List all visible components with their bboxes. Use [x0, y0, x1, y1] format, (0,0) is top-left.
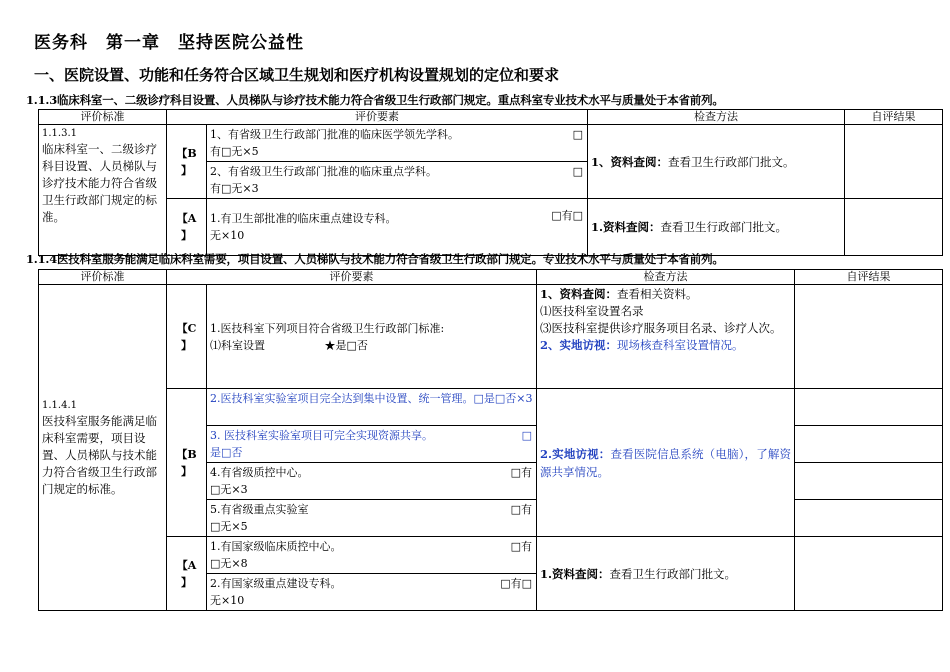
page-title: 医务科 第一章 坚持医院公益性 [34, 33, 304, 53]
method-cell [537, 285, 795, 389]
section-subtitle: 一、医院设置、功能和任务符合区域卫生规划和医疗机构设置规划的定位和要求 [34, 66, 560, 84]
element-item-options: 无×10 [210, 594, 245, 607]
criteria-code: 1.1.4.1 [42, 399, 77, 411]
method-label: 2、实地访视： [540, 338, 618, 352]
element-item [207, 285, 537, 389]
element-item-options: 是□否 [210, 446, 243, 459]
level-a-cell [167, 537, 207, 611]
level-c-end: 】 [181, 338, 192, 352]
checkbox[interactable]: □ [521, 429, 532, 442]
level-a: 【A [176, 212, 197, 225]
level-a: 【A [176, 558, 197, 572]
criteria-cell [39, 285, 167, 611]
method-text: 查看卫生行政部门批文。 [660, 220, 788, 234]
element-item-text: 3. 医技科室实验室项目可完全实现资源共享。 [210, 429, 433, 442]
method-cell [537, 537, 795, 611]
method-label: 1、资料查阅： [591, 154, 669, 169]
header-method: 检查方法 [588, 110, 845, 125]
level-a-end: 】 [181, 575, 192, 589]
checkbox[interactable]: □有□ [500, 577, 532, 590]
method-text: 查看医院信息系统（电脑），了解资源共享情况。 [540, 446, 791, 479]
method-text: ⑶医技科室提供诊疗服务项目名录、诊疗人次。 [540, 321, 782, 335]
element-item-text: 1.有卫生部批准的临床重点建设专科。 [210, 212, 397, 225]
element-item [207, 199, 588, 256]
result-cell[interactable] [845, 199, 943, 256]
checkbox[interactable]: □有 [510, 503, 532, 516]
header-criteria: 评价标准 [39, 110, 167, 125]
element-item-options: 无×10 [210, 229, 245, 242]
element-item-options: □无×8 [210, 557, 248, 570]
element-item-text: 2、有省级卫生行政部门批准的临床重点学科。 [210, 165, 437, 178]
element-item-text: 2.医技科室实验室项目完全达到集中设置、统一管理。□是□否×3 [210, 392, 533, 405]
header-result: 自评结果 [795, 270, 943, 285]
checkbox[interactable]: □ [572, 128, 583, 141]
checkbox[interactable]: □有□ [551, 209, 583, 222]
criteria-text: 医技科室服务能满足临床科室需要，项目设置、人员梯队与技术能力符合省级卫生行政部门规定的标准。 [42, 413, 157, 496]
section-1-heading: 1.1.3临床科室一、二级诊疗科目设置、人员梯队与诊疗技术能力符合省级卫生行政部门规定。重点科室专业技术水平与质量处于本省前列。 [26, 93, 724, 107]
element-item [207, 500, 537, 537]
header-result: 自评结果 [845, 110, 943, 125]
method-label: 2.实地访视： [540, 446, 611, 461]
element-item [207, 574, 537, 611]
header-elements: 评价要素 [167, 270, 537, 285]
method-label: 1、资料查阅： [540, 287, 618, 301]
method-text: 查看相关资料。 [617, 287, 698, 301]
checkbox[interactable]: □ [572, 165, 583, 178]
method-text: 查看卫生行政部门批文。 [668, 154, 795, 169]
result-cell[interactable] [795, 389, 943, 426]
method-cell [588, 125, 845, 199]
level-b: 【B [176, 447, 197, 461]
method-text: 查看卫生行政部门批文。 [609, 566, 737, 581]
element-item-options: ★是□否 [324, 338, 368, 352]
level-c-cell [167, 285, 207, 389]
element-item-text: 2.有国家级重点建设专科。 [210, 577, 342, 590]
checkbox[interactable]: □有 [510, 540, 532, 553]
method-cell [588, 199, 845, 256]
criteria-cell [39, 125, 167, 256]
element-item-text: 1、有省级卫生行政部门批准的临床医学领先学科。 [210, 128, 459, 141]
element-item [207, 426, 537, 463]
level-b: 【B [176, 146, 197, 160]
criteria-text: 临床科室一、二级诊疗科目设置、人员梯队与诊疗技术能力符合省级卫生行政部门规定的标准。 [42, 142, 157, 224]
element-item-options: 有□无×3 [210, 182, 259, 195]
element-item-text: 5.有省级重点实验室 [210, 503, 309, 516]
result-cell[interactable] [795, 285, 943, 389]
header-criteria: 评价标准 [39, 270, 167, 285]
element-item-options: □无×3 [210, 483, 248, 496]
level-c: 【C [176, 321, 197, 335]
result-cell[interactable] [845, 125, 943, 199]
method-label: 1.资料查阅： [540, 566, 610, 581]
element-item-text: 4.有省级质控中心。 [210, 466, 309, 479]
level-b-cell [167, 125, 207, 199]
element-item [207, 125, 588, 162]
header-elements: 评价要素 [167, 110, 588, 125]
element-item [207, 162, 588, 199]
element-item [207, 389, 537, 426]
criteria-code: 1.1.3.1 [42, 128, 77, 139]
result-cell[interactable] [795, 463, 943, 500]
method-cell [537, 389, 795, 537]
section-2-heading: 1.1.4医技科室服务能满足临床科室需要，项目设置、人员梯队与技术能力符合省级卫生行政部门规定。专业技术水平与质量处于本省前列。 [26, 252, 724, 266]
level-a-cell [167, 199, 207, 256]
checkbox[interactable]: □有 [510, 466, 532, 479]
element-item-options: 有□无×5 [210, 145, 259, 158]
level-a-end: 】 [181, 229, 192, 242]
method-text: ⑴医技科室设置名录 [540, 304, 644, 318]
result-cell[interactable] [795, 500, 943, 537]
element-item [207, 463, 537, 500]
level-b-end: 】 [181, 464, 192, 478]
result-cell[interactable] [795, 537, 943, 611]
result-cell[interactable] [795, 426, 943, 463]
element-item-text: 1.医技科室下列项目符合省级卫生行政部门标准: [210, 321, 445, 335]
element-item-text: ⑴科室设置 [210, 338, 265, 352]
method-label: 1.资料查阅： [591, 220, 661, 234]
element-item-options: □无×5 [210, 520, 248, 533]
level-b-end: 】 [181, 163, 192, 177]
table-section-2 [38, 269, 943, 611]
element-item [207, 537, 537, 574]
table-section-1 [38, 109, 943, 256]
header-method: 检查方法 [537, 270, 795, 285]
level-b-cell [167, 389, 207, 537]
method-text: 现场核查科室设置情况。 [617, 338, 744, 352]
element-item-text: 1.有国家级临床质控中心。 [210, 540, 342, 553]
